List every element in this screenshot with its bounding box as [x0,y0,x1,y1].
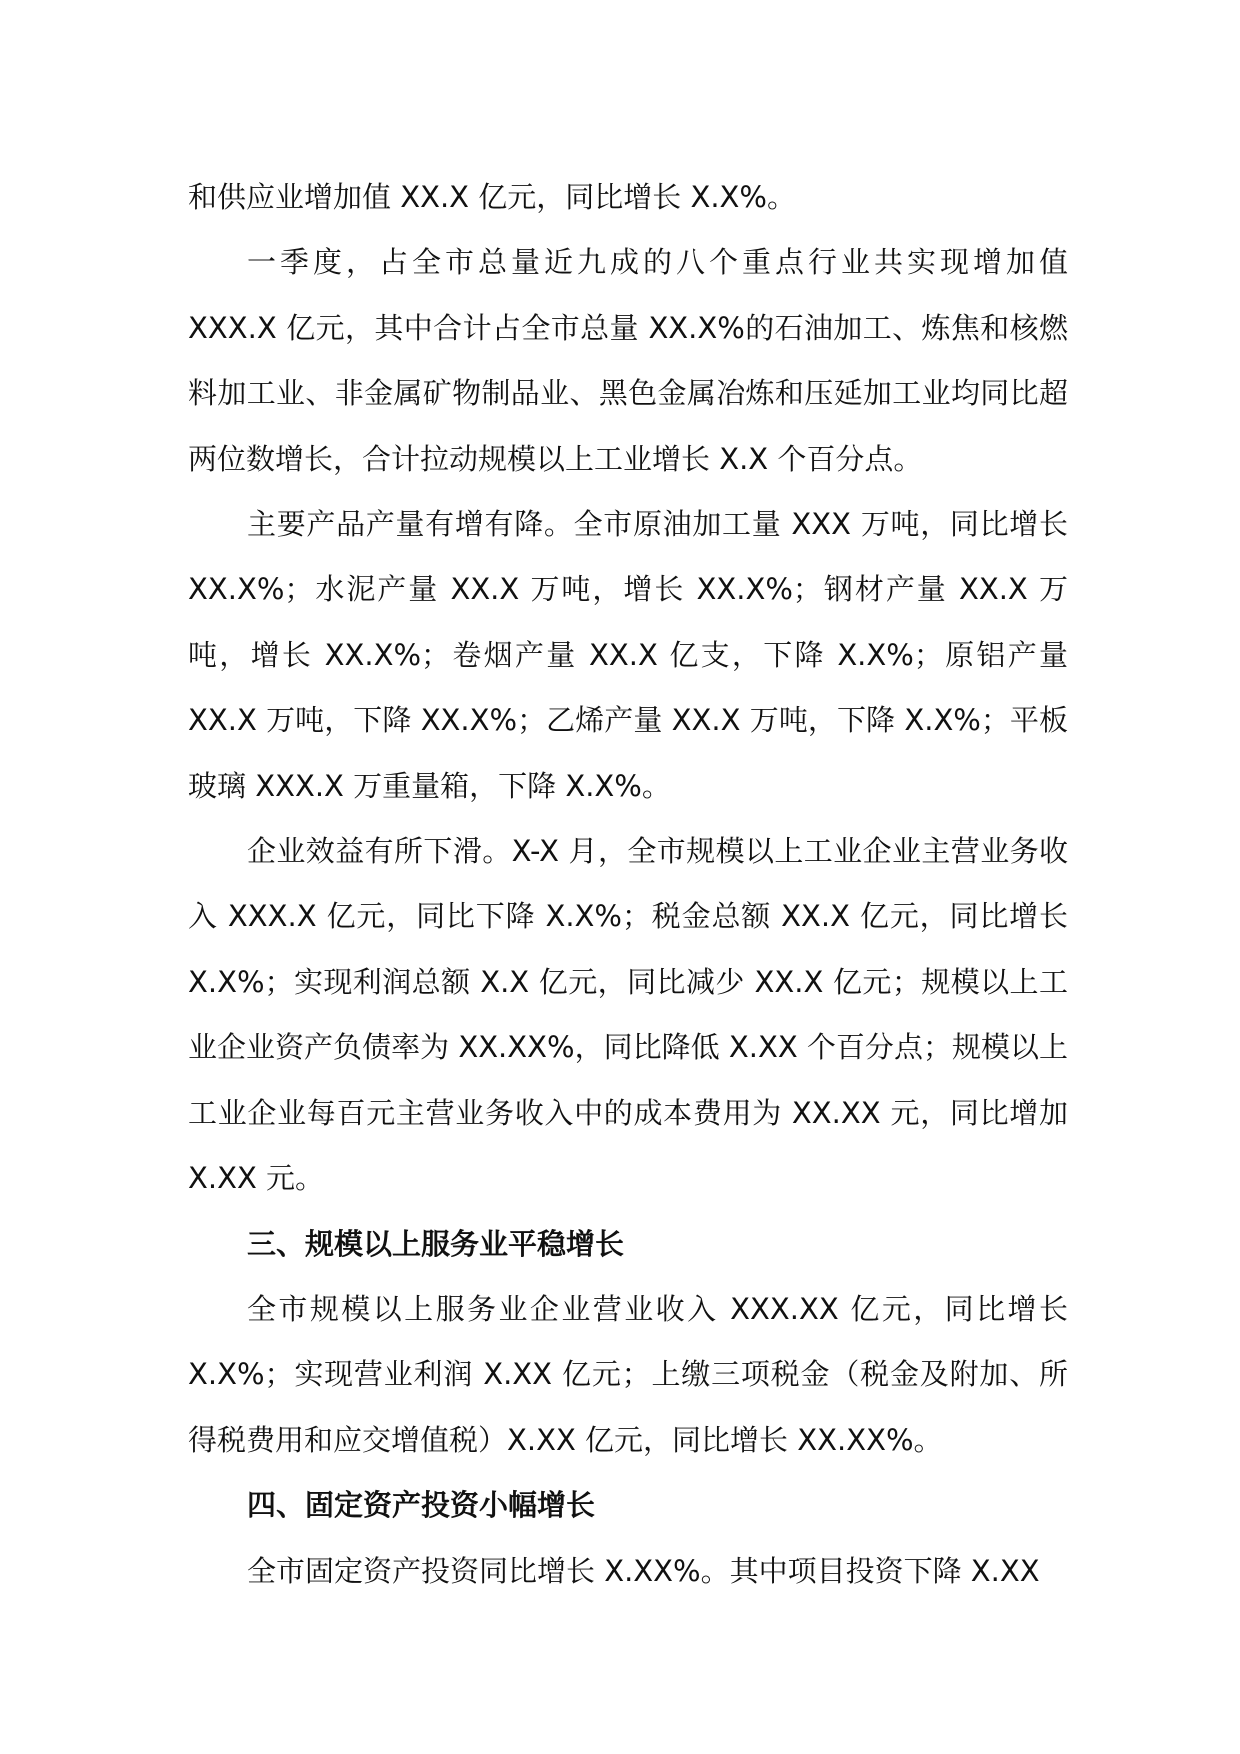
paragraph-enterprise-profit: 企业效益有所下滑。X-X 月，全市规模以上工业企业主营业务收入 XXX.X 亿元，同比下降 X.X%；税金总额 XX.X 亿元，同比增长 X.X%；实现利润总额 X.X 亿元，同比减少 XX.X 亿元；规模以上工业企业资产负债率为 XX.XX%，同比降低 X.XX 个百分点；规模以上工业企业每百元主营业务收入中的成本费用为 XX.XX 元，同比增加 X.XX 元。 [188,834,1068,1196]
section-heading-services: 三、规模以上服务业平稳增长 [247,1226,625,1261]
paragraph-key-industries: 一季度，占全市总量近九成的八个重点行业共实现增加值 XXX.X 亿元，其中合计占全市总量 XX.X%的石油加工、炼焦和核燃料加工业、非金属矿物制品业、黑色金属冶炼和压延加工业均同比超两位数增长，合计拉动规模以上工业增长 X.X 个百分点。 [188,245,1068,476]
paragraph-investment: 全市固定资产投资同比增长 X.XX%。其中项目投资下降 X.XX [247,1553,1040,1588]
section-heading-investment: 四、固定资产投资小幅增长 [247,1488,596,1523]
paragraph-continuation: 和供应业增加值 XX.X 亿元，同比增长 X.X%。 [188,180,796,214]
paragraph-product-output: 主要产品产量有增有降。全市原油加工量 XXX 万吨，同比增长 XX.X%；水泥产量 XX.X 万吨，增长 XX.X%；钢材产量 XX.X 万吨，增长 XX.X%；卷烟产量 XX.X 亿支，下降 X.X%；原铝产量 XX.X 万吨，下降 XX.X%；乙烯产量 XX.X 万吨，下降 X.X%；平板玻璃 XXX.X 万重量箱，下降 X.X%。 [188,507,1068,803]
document-body [188,165,1068,1604]
paragraph-services-revenue: 全市规模以上服务业企业营业收入 XXX.XX 亿元，同比增长 X.X%；实现营业利润 X.XX 亿元；上缴三项税金（税金及附加、所得税费用和应交增值税）X.XX 亿元，同比增长 XX.XX%。 [188,1291,1068,1457]
